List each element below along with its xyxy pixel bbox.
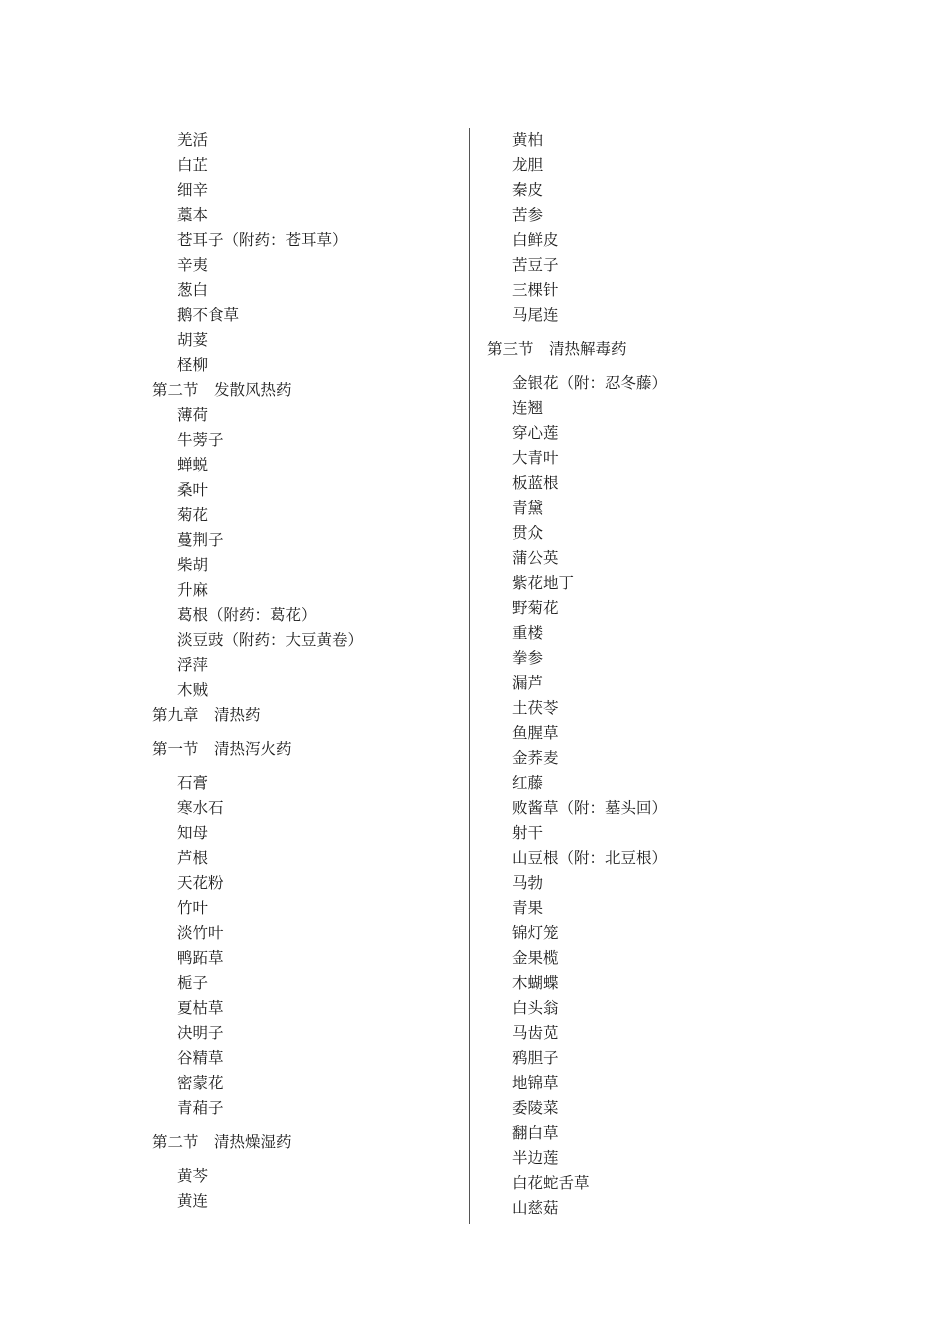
- herb-entry: 拳参: [512, 649, 544, 667]
- herb-entry: 竹叶: [177, 899, 209, 917]
- herb-entry: 苦豆子: [512, 256, 559, 274]
- herb-entry: 连翘: [512, 399, 544, 417]
- herb-entry: 木蝴蝶: [512, 974, 559, 992]
- herb-entry: 胡荽: [177, 331, 209, 349]
- herb-entry: 薄荷: [177, 406, 209, 424]
- herb-entry: 红藤: [512, 774, 544, 792]
- herb-entry: 细辛: [177, 181, 209, 199]
- herb-entry: 鱼腥草: [512, 724, 559, 742]
- herb-entry: 鹅不食草: [177, 306, 240, 324]
- herb-entry: 白头翁: [512, 999, 559, 1017]
- herb-entry: 青果: [512, 899, 544, 917]
- herb-entry: 苍耳子（附药：苍耳草）: [177, 231, 348, 249]
- herb-entry: 木贼: [177, 681, 209, 699]
- herb-entry: 密蒙花: [177, 1074, 224, 1092]
- herb-entry: 白芷: [177, 156, 209, 174]
- herb-entry: 葱白: [177, 281, 209, 299]
- herb-entry: 金银花（附：忍冬藤）: [512, 374, 668, 392]
- herb-entry: 重楼: [512, 624, 544, 642]
- herb-entry: 鸦胆子: [512, 1049, 559, 1067]
- herb-entry: 穿心莲: [512, 424, 559, 442]
- chapter-heading: 第二节 发散风热药: [152, 381, 292, 399]
- herb-entry: 射干: [512, 824, 544, 842]
- herb-entry: 马勃: [512, 874, 544, 892]
- section-heading: 第二节 清热燥湿药: [152, 1133, 292, 1151]
- herb-entry: 翻白草: [512, 1124, 559, 1142]
- herb-entry: 谷精草: [177, 1049, 224, 1067]
- herb-entry: 大青叶: [512, 449, 559, 467]
- herb-entry: 金荞麦: [512, 749, 559, 767]
- herb-entry: 金果榄: [512, 949, 559, 967]
- herb-entry: 败酱草（附：墓头回）: [512, 799, 668, 817]
- herb-entry: 浮萍: [177, 656, 209, 674]
- section-heading: 第三节 清热解毒药: [487, 340, 627, 358]
- herb-entry: 升麻: [177, 581, 209, 599]
- herb-entry: 栀子: [177, 974, 209, 992]
- herb-entry: 天花粉: [177, 874, 224, 892]
- section-heading: 第一节 清热泻火药: [152, 740, 292, 758]
- herb-entry: 桑叶: [177, 481, 209, 499]
- herb-entry: 青葙子: [177, 1099, 224, 1117]
- herb-entry: 马齿苋: [512, 1024, 559, 1042]
- herb-entry: 三棵针: [512, 281, 559, 299]
- herb-entry: 蝉蜕: [177, 456, 209, 474]
- herb-entry: 苦参: [512, 206, 544, 224]
- herb-entry: 青黛: [512, 499, 544, 517]
- herb-entry: 地锦草: [512, 1074, 559, 1092]
- herb-entry: 芦根: [177, 849, 209, 867]
- herb-entry: 石膏: [177, 774, 209, 792]
- herb-entry: 黄芩: [177, 1167, 209, 1185]
- herb-entry: 柴胡: [177, 556, 209, 574]
- herb-entry: 决明子: [177, 1024, 224, 1042]
- herb-entry: 锦灯笼: [512, 924, 559, 942]
- herb-entry: 辛夷: [177, 256, 209, 274]
- herb-entry: 白鲜皮: [512, 231, 559, 249]
- column-divider: [469, 128, 470, 1224]
- herb-entry: 委陵菜: [512, 1099, 559, 1117]
- herb-entry: 蔓荆子: [177, 531, 224, 549]
- herb-entry: 龙胆: [512, 156, 544, 174]
- herb-entry: 夏枯草: [177, 999, 224, 1017]
- herb-entry: 牛蒡子: [177, 431, 224, 449]
- left-column: [152, 128, 462, 1214]
- herb-entry: 葛根（附药：葛花）: [177, 606, 317, 624]
- herb-entry: 板蓝根: [512, 474, 559, 492]
- herb-entry: 漏芦: [512, 674, 544, 692]
- herb-entry: 白花蛇舌草: [512, 1174, 590, 1192]
- herb-entry: 秦皮: [512, 181, 544, 199]
- herb-entry: 淡竹叶: [177, 924, 224, 942]
- herb-entry: 淡豆豉（附药：大豆黄卷）: [177, 631, 364, 649]
- herb-entry: 紫花地丁: [512, 574, 575, 592]
- right-column: [487, 128, 817, 1221]
- herb-entry: 半边莲: [512, 1149, 559, 1167]
- herb-entry: 马尾连: [512, 306, 559, 324]
- herb-entry: 藁本: [177, 206, 209, 224]
- herb-entry: 土茯苓: [512, 699, 559, 717]
- chapter-heading: 第九章 清热药: [152, 706, 261, 724]
- herb-entry: 野菊花: [512, 599, 559, 617]
- herb-entry: 蒲公英: [512, 549, 559, 567]
- herb-entry: 贯众: [512, 524, 544, 542]
- herb-entry: 菊花: [177, 506, 209, 524]
- herb-entry: 山豆根（附：北豆根）: [512, 849, 668, 867]
- herb-entry: 羌活: [177, 131, 209, 149]
- herb-entry: 黄柏: [512, 131, 544, 149]
- herb-entry: 山慈菇: [512, 1199, 559, 1217]
- herb-entry: 寒水石: [177, 799, 224, 817]
- herb-entry: 知母: [177, 824, 209, 842]
- herb-entry: 柽柳: [177, 356, 209, 374]
- herb-entry: 黄连: [177, 1192, 209, 1210]
- herb-entry: 鸭跖草: [177, 949, 224, 967]
